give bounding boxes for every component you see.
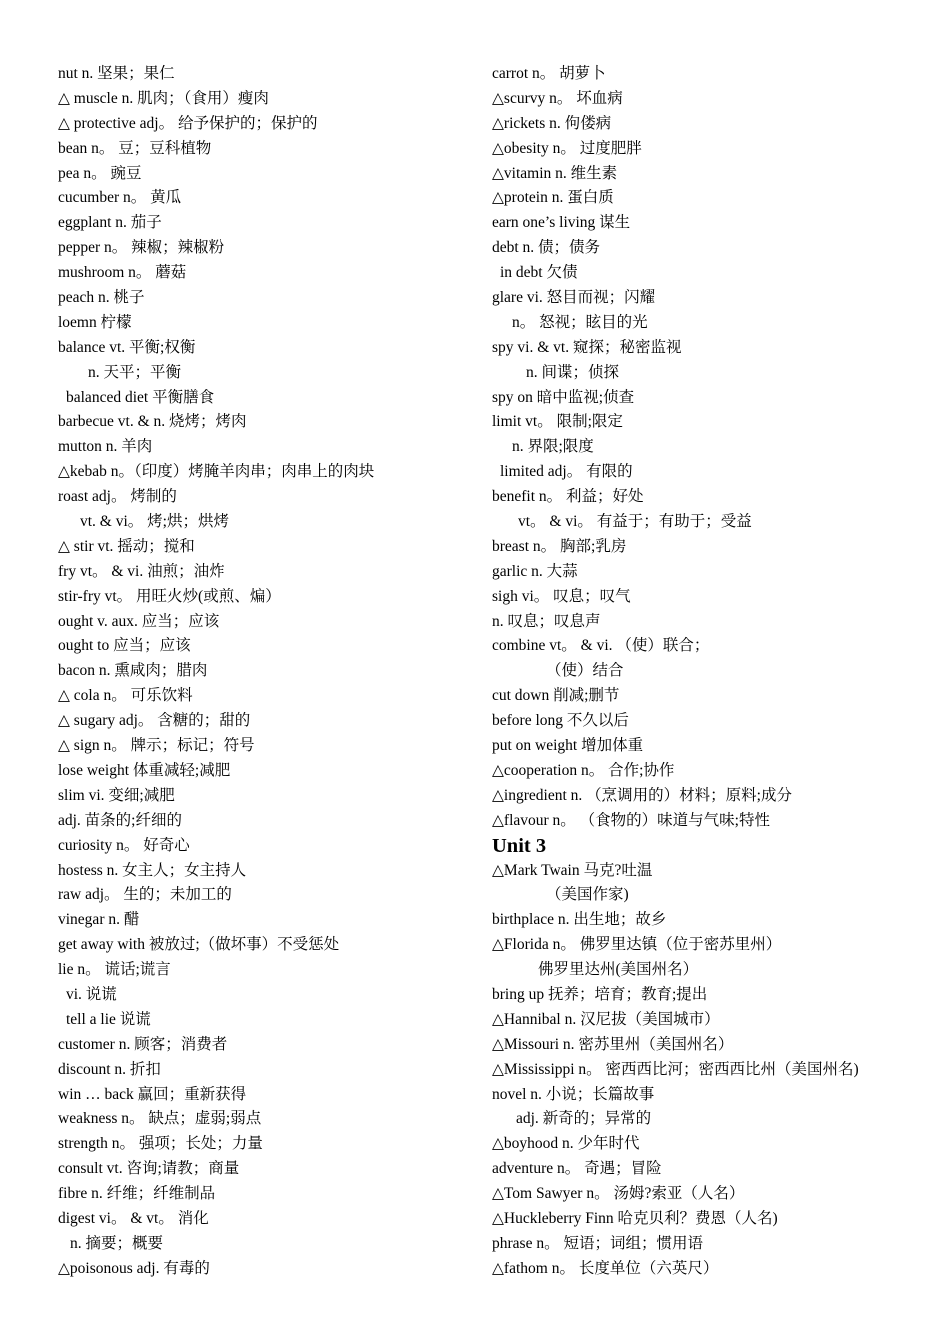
vocabulary-entry: digest vi。 & vt。 消化 — [58, 1209, 209, 1227]
vocabulary-entry: △ sugary adj。 含糖的；甜的 — [58, 712, 251, 730]
vocabulary-entry: pepper n。 辣椒；辣椒粉 — [58, 239, 225, 257]
vocabulary-entry: win … back 赢回；重新获得 — [58, 1085, 247, 1103]
vocabulary-entry: △kebab n。（印度）烤腌羊肉串；肉串上的肉块 — [58, 463, 375, 481]
vocabulary-entry: △obesity n。 过度肥胖 — [492, 139, 642, 157]
vocabulary-entry: lose weight 体重减轻;减肥 — [58, 761, 231, 779]
vocabulary-entry: spy on 暗中监视;侦查 — [492, 388, 635, 406]
vocabulary-entry: △cooperation n。 合作;协作 — [492, 761, 675, 779]
vocabulary-entry: eggplant n. 茄子 — [58, 214, 162, 232]
vocabulary-entry: vi. 说谎 — [66, 985, 117, 1003]
vocabulary-entry: ought v. aux. 应当；应该 — [58, 612, 220, 630]
vocabulary-entry: n. 天平；平衡 — [88, 363, 182, 381]
vocabulary-entry: spy vi. & vt. 窥探；秘密监视 — [492, 338, 682, 356]
vocabulary-entry: peach n. 桃子 — [58, 289, 145, 307]
vocabulary-entry: ought to 应当；应该 — [58, 637, 191, 655]
vocabulary-entry: lie n。 谎话;谎言 — [58, 961, 171, 979]
vocabulary-entry: n. 界限;限度 — [512, 438, 594, 456]
vocabulary-entry: roast adj。 烤制的 — [58, 488, 177, 506]
vocabulary-entry: bring up 抚养；培育；教育;提出 — [492, 985, 708, 1003]
vocabulary-entry: benefit n。 利益；好处 — [492, 488, 644, 506]
vocabulary-entry: phrase n。 短语；词组；惯用语 — [492, 1234, 703, 1252]
vocabulary-entry: △Missouri n. 密苏里州（美国州名） — [492, 1035, 734, 1053]
vocabulary-entry: combine vt。 & vi. （使）联合； — [492, 637, 710, 655]
vocabulary-entry: n. 间谍；侦探 — [526, 363, 620, 381]
vocabulary-entry: novel n. 小说；长篇故事 — [492, 1085, 655, 1103]
vocabulary-entry: discount n. 折扣 — [58, 1060, 161, 1078]
vocabulary-entry: △poisonous adj. 有毒的 — [58, 1259, 210, 1277]
vocabulary-entry: bean n。 豆；豆科植物 — [58, 139, 212, 157]
vocabulary-entry: carrot n。 胡萝卜 — [492, 65, 606, 82]
vocabulary-entry: put on weight 增加体重 — [492, 737, 644, 755]
vocabulary-column-left — [58, 62, 468, 1282]
vocabulary-entry: （美国作家) — [546, 886, 629, 904]
vocabulary-entry: △ cola n。 可乐饮料 — [58, 687, 193, 705]
vocabulary-entry: balance vt. 平衡;权衡 — [58, 338, 196, 356]
unit-heading: Unit 3 — [492, 834, 547, 857]
vocabulary-entry: △rickets n. 佝偻病 — [492, 114, 612, 132]
vocabulary-entry: △Tom Sawyer n。 汤姆?索亚（人名） — [492, 1185, 745, 1203]
vocabulary-entry: mushroom n。 蘑菇 — [58, 264, 187, 282]
vocabulary-entry: barbecue vt. & n. 烧烤；烤肉 — [58, 413, 247, 431]
vocabulary-entry: in debt 欠债 — [500, 264, 578, 282]
vocabulary-entry: △Mark Twain 马克?吐温 — [492, 861, 653, 879]
vocabulary-entry: △scurvy n。 坏血病 — [492, 89, 623, 107]
vocabulary-entry: 佛罗里达州(美国州名） — [538, 961, 699, 979]
vocabulary-entry: earn one’s living 谋生 — [492, 214, 631, 232]
vocabulary-entry: nut n. 坚果；果仁 — [58, 65, 175, 82]
vocabulary-entry: △Huckleberry Finn 哈克贝利？费恩（人名) — [492, 1209, 778, 1227]
vocabulary-entry: slim vi. 变细;减肥 — [58, 786, 175, 804]
vocabulary-entry: n. 叹息；叹息声 — [492, 612, 601, 630]
vocabulary-entry: △ protective adj。 给予保护的；保护的 — [58, 114, 318, 132]
vocabulary-entry: △flavour n。 （食物的）味道与气味;特性 — [492, 811, 770, 829]
vocabulary-entry: consult vt. 咨询;请教；商量 — [58, 1160, 240, 1178]
vocabulary-entry: vt. & vi。 烤;烘；烘烤 — [80, 513, 229, 531]
vocabulary-entry: stir-fry vt。 用旺火炒(或煎、煸） — [58, 587, 281, 605]
vocabulary-entry: fry vt。 & vi. 油煎；油炸 — [58, 562, 225, 580]
vocabulary-entry: weakness n。 缺点；虚弱;弱点 — [58, 1110, 262, 1128]
vocabulary-entry: cucumber n。 黄瓜 — [58, 189, 182, 207]
vocabulary-entry: adj. 新奇的；异常的 — [516, 1110, 652, 1128]
vocabulary-entry: balanced diet 平衡膳食 — [66, 388, 215, 406]
vocabulary-entry: curiosity n。 好奇心 — [58, 836, 190, 854]
vocabulary-entry: pea n。 豌豆 — [58, 164, 142, 182]
vocabulary-entry: △ingredient n. （烹调用的）材料；原料;成分 — [492, 786, 792, 804]
vocabulary-entry: （使）结合 — [546, 662, 624, 680]
vocabulary-entry: cut down 削减;删节 — [492, 687, 620, 705]
vocabulary-entry: adj. 苗条的;纤细的 — [58, 811, 182, 829]
vocabulary-entry: bacon n. 熏咸肉；腊肉 — [58, 662, 208, 680]
vocabulary-entry: △Florida n。 佛罗里达镇（位于密苏里州） — [492, 936, 782, 954]
vocabulary-entry: sigh vi。 叹息；叹气 — [492, 587, 631, 605]
vocabulary-entry: tell a lie 说谎 — [66, 1010, 151, 1028]
vocabulary-entry: glare vi. 怒目而视；闪耀 — [492, 289, 656, 307]
vocabulary-entry: △Mississippi n。 密西西比河；密西西比州（美国州名) — [492, 1060, 859, 1078]
vocabulary-entry: before long 不久以后 — [492, 712, 629, 730]
vocabulary-entry: hostess n. 女主人；女主持人 — [58, 861, 247, 879]
vocabulary-entry: n。 怒视；眩目的光 — [512, 313, 648, 331]
vocabulary-entry: △protein n. 蛋白质 — [492, 189, 614, 207]
vocabulary-entry: customer n. 顾客；消费者 — [58, 1035, 228, 1053]
vocabulary-entry: △boyhood n. 少年时代 — [492, 1135, 640, 1153]
vocabulary-entry: vinegar n. 醋 — [58, 911, 140, 929]
vocabulary-entry: adventure n。 奇遇；冒险 — [492, 1160, 662, 1178]
vocabulary-entry: △vitamin n. 维生素 — [492, 164, 618, 182]
vocabulary-entry: get away with 被放过;（做坏事）不受惩处 — [58, 936, 340, 954]
vocabulary-entry: limit vt。 限制;限定 — [492, 413, 623, 431]
vocabulary-entry: △ stir vt. 摇动；搅和 — [58, 537, 195, 555]
vocabulary-entry: △fathom n。 长度单位（六英尺） — [492, 1259, 719, 1277]
vocabulary-column-right — [492, 62, 932, 1282]
vocabulary-entry: n. 摘要；概要 — [70, 1234, 164, 1252]
vocabulary-entry: garlic n. 大蒜 — [492, 562, 578, 580]
vocabulary-entry: strength n。 强项；长处；力量 — [58, 1135, 263, 1153]
vocabulary-entry: △ sign n。 牌示；标记；符号 — [58, 737, 255, 755]
vocabulary-entry: △Hannibal n. 汉尼拔（美国城市） — [492, 1010, 720, 1028]
vocabulary-entry: limited adj。 有限的 — [500, 463, 633, 481]
vocabulary-entry: birthplace n. 出生地；故乡 — [492, 911, 667, 929]
vocabulary-entry: vt。 & vi。 有益于；有助于；受益 — [518, 513, 752, 531]
vocabulary-entry: fibre n. 纤维；纤维制品 — [58, 1185, 216, 1203]
vocabulary-entry: breast n。 胸部;乳房 — [492, 537, 627, 555]
vocabulary-entry: debt n. 债；债务 — [492, 239, 601, 257]
vocabulary-entry: △ muscle n. 肌肉；（食用）瘦肉 — [58, 89, 269, 107]
vocabulary-entry: loemn 柠檬 — [58, 313, 132, 331]
vocabulary-entry: mutton n. 羊肉 — [58, 438, 153, 456]
vocabulary-entry: raw adj。 生的；未加工的 — [58, 886, 232, 904]
